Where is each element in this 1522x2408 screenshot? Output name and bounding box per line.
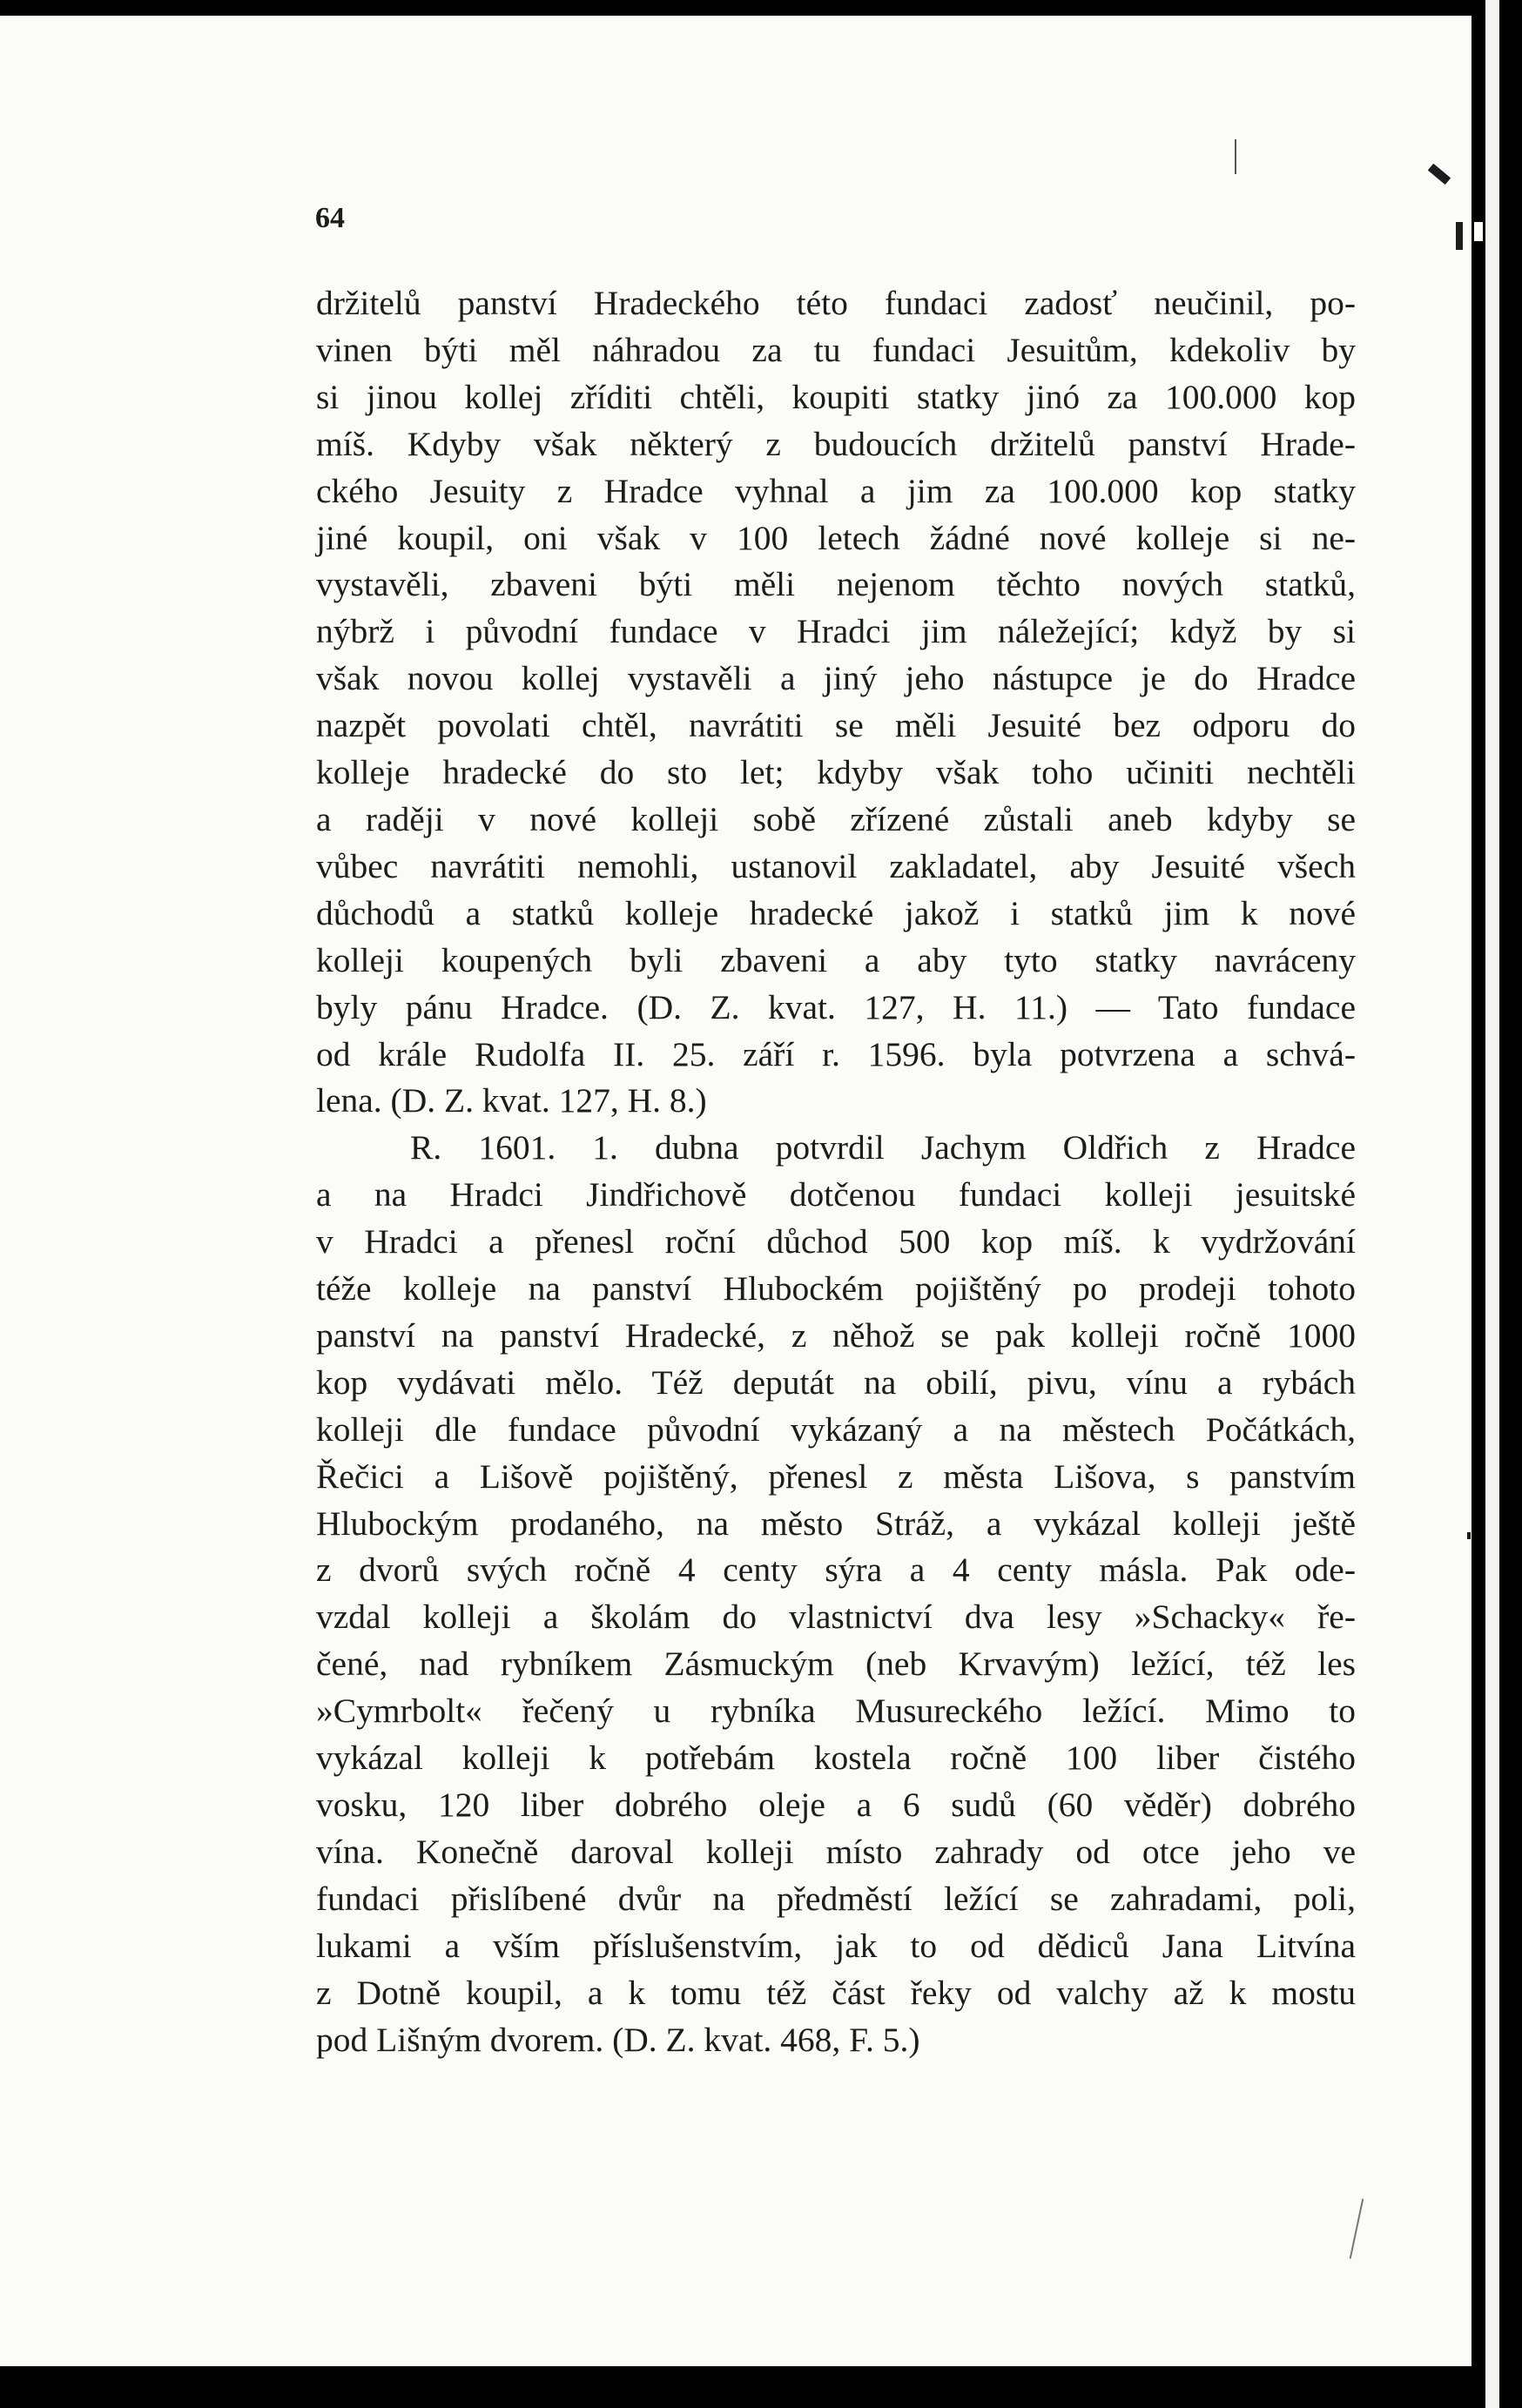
text-line: z dvorů svých ročně 4 centy sýra a 4 centy másla. Pak ode- [316, 1550, 1356, 1590]
text-line: míš. Kdyby však některý z budoucích držitelů panství Hrade- [316, 424, 1356, 463]
text-line: R. 1601. 1. dubna potvrdil Jachym Oldřich z Hradce [410, 1128, 1356, 1167]
text-line: nýbrž i původní fundace v Hradci jim náležející; když by si [316, 612, 1356, 651]
paragraph-2 [316, 1125, 1356, 2063]
text-line: pod Lišným dvorem. (D. Z. kvat. 468, F. 5.) [316, 2020, 920, 2059]
text-line: panství na panství Hradecké, z něhož se pak kolleji ročně 1000 [316, 1315, 1356, 1355]
text-line: vosku, 120 liber dobrého oleje a 6 sudů (60 věděr) dobrého [316, 1786, 1356, 1824]
text-line: však novou kollej vystavěli a jiný jeho nástupce je do Hradce [316, 659, 1356, 698]
page-number: 64 [315, 202, 345, 234]
text-line: nazpět povolati chtěl, navrátiti se měli Jesuité bez odporu do [316, 706, 1356, 745]
text-line: vykázal kolleji k potřebám kostela ročně 100 liber čistého [316, 1739, 1356, 1778]
text-line: kolleji dle fundace původní vykázaný a na městech Počátkách, [316, 1409, 1356, 1449]
scan-mark [1235, 139, 1236, 174]
text-line: důchodů a statků kolleje hradecké jakož i statků jim k nové [316, 893, 1356, 932]
text-line: kolleji koupených byli zbaveni a aby tyto statky navráceny [316, 940, 1356, 979]
adjacent-page-edge [1485, 0, 1499, 2408]
text-line: si jinou kollej zříditi chtěli, koupiti statky jinó za 100.000 kop [316, 377, 1356, 416]
text-line: téže kolleje na panství Hlubockém pojištěný po prodeji tohoto [316, 1269, 1356, 1308]
text-line: držitelů panství Hradeckého této fundaci zadosť neučinil, po- [316, 284, 1356, 322]
paragraph-1 [316, 280, 1356, 1125]
text-line: vystavěli, zbaveni býti měli nejenom těchto nových statků, [316, 565, 1356, 604]
text-line: fundaci přislíbené dvůr na předměstí ležící se zahradami, poli, [316, 1879, 1356, 1918]
text-line: a na Hradci Jindřichově dotčenou fundaci kolleji jesuitské [316, 1175, 1356, 1214]
text-line: od krále Rudolfa II. 25. září r. 1596. byla potvrzena a schvá- [316, 1034, 1356, 1073]
text-line: vína. Konečně daroval kolleji místo zahrady od otce jeho ve [316, 1832, 1356, 1871]
text-line: vůbec navrátiti nemohli, ustanovil zakladatel, aby Jesuité všech [316, 846, 1356, 885]
text-line: v Hradci a přenesl roční důchod 500 kop míš. k vydržování [316, 1222, 1356, 1261]
text-line: kolleje hradecké do sto let; kdyby však toho učiniti nechtěli [316, 753, 1356, 792]
scan-mark [1467, 1532, 1471, 1539]
text-line: lena. (D. Z. kvat. 127, H. 8.) [316, 1081, 707, 1120]
text-line: jiné koupil, oni však v 100 letech žádné nové kolleje si ne- [316, 518, 1356, 557]
text-line: byly pánu Hradce. (D. Z. kvat. 127, H. 11.) — Tato fundace [316, 987, 1356, 1026]
scan-mark [1456, 222, 1463, 250]
text-line: Hlubockým prodaného, na město Stráž, a vykázal kolleji ještě [316, 1503, 1356, 1543]
text-line: vzdal kolleji a školám do vlastnictví dva lesy »Schacky« ře- [316, 1597, 1356, 1637]
text-line: Řečici a Lišově pojištěný, přenesl z města Lišova, s panstvím [316, 1456, 1356, 1496]
text-line: kop vydávati mělo. Též deputát na obilí, pivu, vínu a rybách [316, 1362, 1356, 1402]
text-line: a raději v nové kolleji sobě zřízené zůstali aneb kdyby se [316, 799, 1356, 838]
text-line: z Dotně koupil, a k tomu též část řeky od valchy až k mostu [316, 1973, 1356, 2012]
scan-mark [1474, 222, 1483, 241]
text-line: lukami a vším příslušenstvím, jak to od dědiců Jana Litvína [316, 1926, 1356, 1965]
body-text [316, 280, 1356, 2063]
text-line: čené, nad rybníkem Zásmuckým (neb Krvavým) ležící, též les [316, 1645, 1356, 1684]
text-line: »Cymrbolt« řečený u rybníka Musureckého ležící. Mimo to [316, 1692, 1356, 1731]
text-line: vinen býti měl náhradou za tu fundaci Jesuitům, kdekoliv by [316, 330, 1356, 369]
text-line: ckého Jesuity z Hradce vyhnal a jim za 100.000 kop statky [316, 471, 1356, 510]
